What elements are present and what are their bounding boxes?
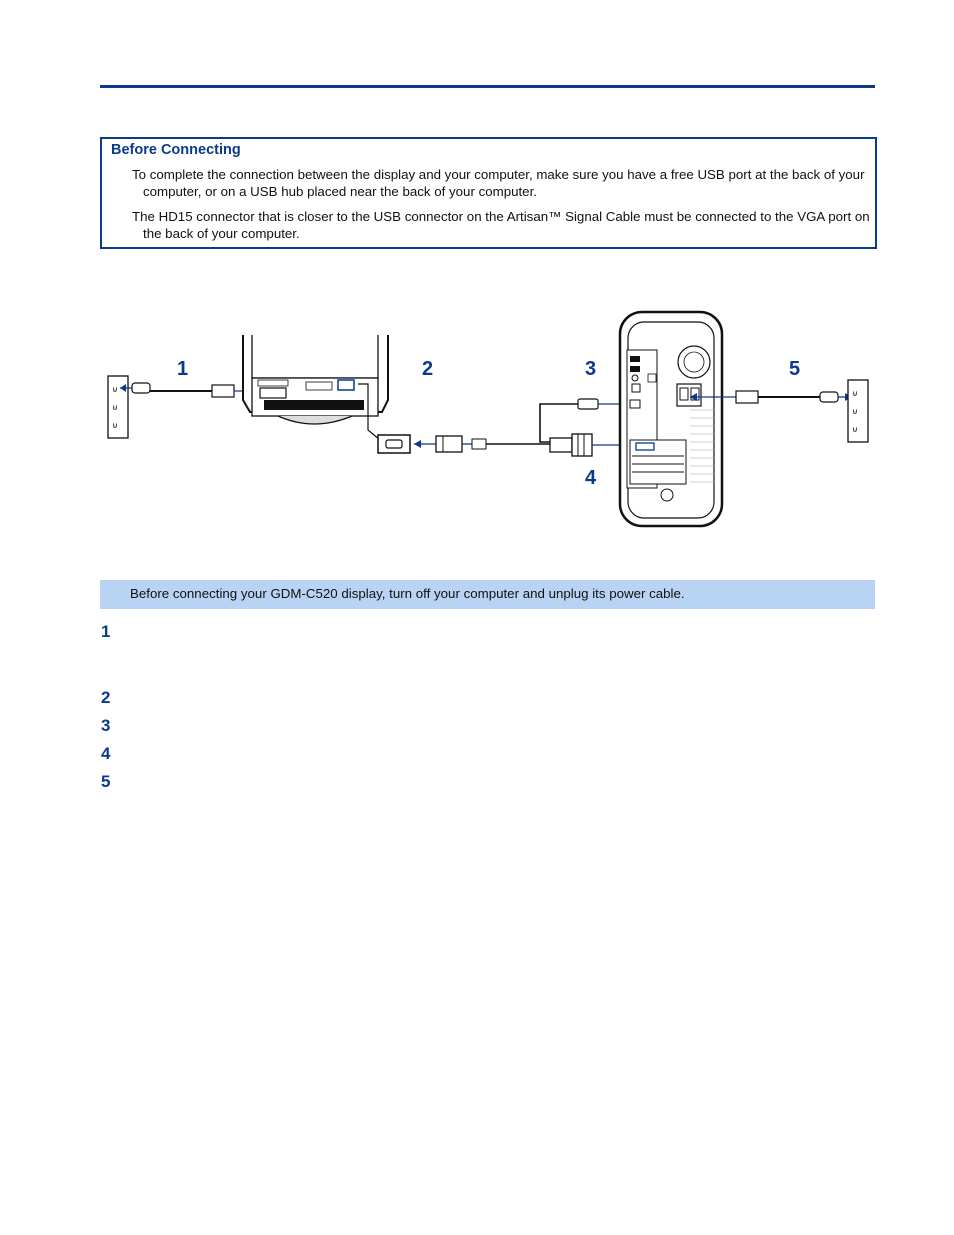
monitor-connector-detail-icon <box>378 435 436 453</box>
artisan-signal-cable <box>436 399 630 456</box>
step-number-1: 1 <box>101 622 111 641</box>
computer-tower-rear-icon <box>620 312 722 526</box>
step-number-2: 2 <box>101 688 111 707</box>
diagram-callout-4: 4 <box>585 467 597 489</box>
diagram-callout-5: 5 <box>789 358 801 380</box>
svg-text:⊍: ⊍ <box>852 407 858 416</box>
top-rule <box>100 85 875 88</box>
right-wall-outlet-icon <box>848 380 868 442</box>
before-connecting-title: Before Connecting <box>111 142 241 158</box>
diagram-callout-1: 1 <box>177 358 189 380</box>
before-connecting-paragraph-usb <box>132 166 880 200</box>
svg-text:⊍: ⊍ <box>112 385 118 394</box>
step-number-3: 3 <box>101 716 111 735</box>
step-number-4: 4 <box>101 744 111 763</box>
connection-diagram <box>100 300 880 530</box>
power-off-note-text: Before connecting your GDM-C520 display, turn off your computer and unplug its power cable. <box>130 586 685 601</box>
power-off-note <box>100 580 875 609</box>
diagram-callout-3: 3 <box>585 358 597 380</box>
before-para2-text: The HD15 connector that is closer to the USB connector on the Artisan™ Signal Cable must be connected to the VGA port on the back of your computer. <box>132 209 870 241</box>
before-connecting-paragraph-hd15 <box>132 208 880 242</box>
svg-text:⊍: ⊍ <box>852 425 858 434</box>
diagram-callout-2: 2 <box>422 358 434 380</box>
step-number-5: 5 <box>101 772 111 791</box>
monitor-rear-icon <box>243 335 388 440</box>
svg-text:⊍: ⊍ <box>112 403 118 412</box>
svg-text:⊍: ⊍ <box>112 421 118 430</box>
before-connecting-box <box>100 137 877 249</box>
svg-text:⊍: ⊍ <box>852 389 858 398</box>
before-para1-text: To complete the connection between the display and your computer, make sure you have a free USB port at the back of your computer, or on a USB hub placed near the back of your computer. <box>132 167 865 199</box>
